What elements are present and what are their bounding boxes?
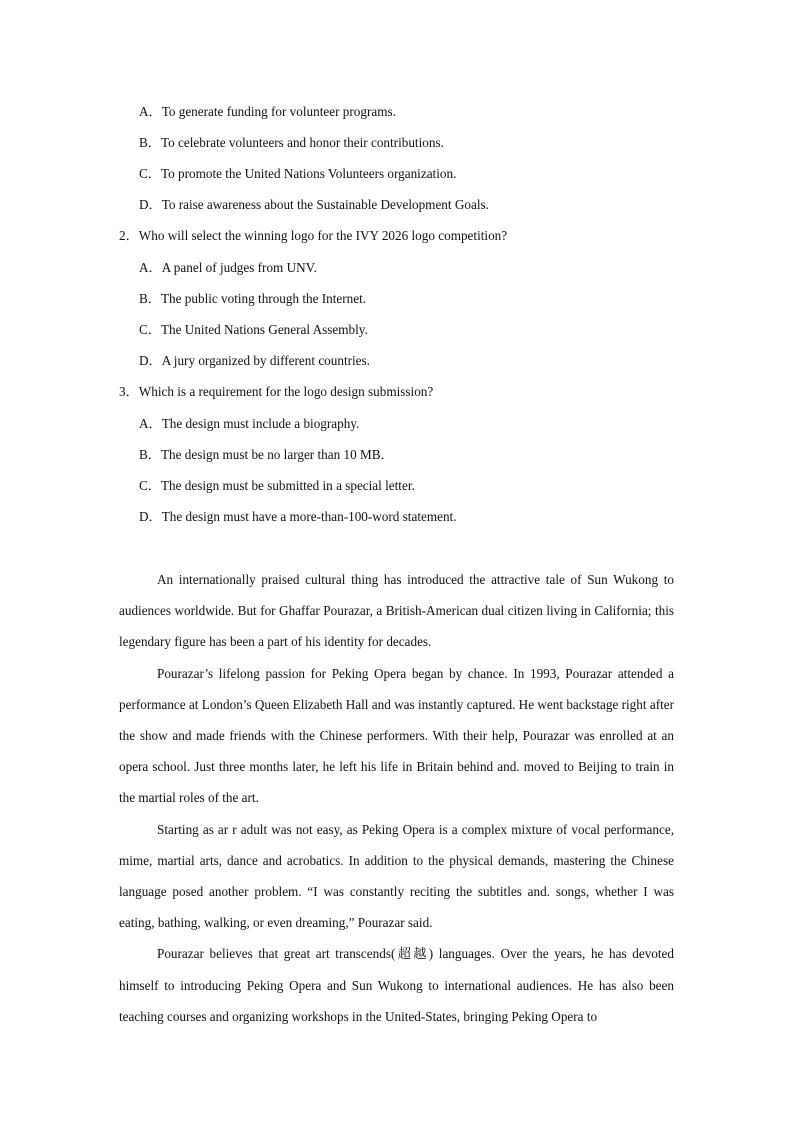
passage-paragraph-2: Pourazar’s lifelong passion for Peking Opera began by chance. In 1993, Pourazar attended a performance at London’s Queen Elizabeth Hall and was instantly captured. He went backstage right after the show and made friends with the Chinese performers. With their help, Pourazar was enrolled at an opera school. Just three months later, he left his life in Britain behind and. moved to Beijing to train in the martial roles of the art.: [119, 665, 674, 806]
passage-paragraph-4: Pourazar believes that great art transcends(超越) languages. Over the years, he has devoted himself to introducing Peking Opera and Sun Wukong to international audiences. He has also been teaching courses and organizing workshops in the United-States, bringing Peking Opera to: [119, 946, 674, 1024]
q2-option-c: C．The United Nations General Assembly.: [139, 322, 368, 337]
q2-option-b: B．The public voting through the Internet.: [139, 291, 367, 306]
reading-passage: [119, 564, 674, 1032]
passage-paragraph-3: Starting as ar r adult was not easy, as Peking Opera is a complex mixture of vocal performance, mime, martial arts, dance and acrobatics. In addition to the physical demands, mastering the Chinese language posed another problem. “I was constantly reciting the subtitles and. songs, whether I was eating, bathing, walking, or even dreaming,” Pourazar said.: [119, 821, 674, 931]
q1-option-a: A．To generate funding for volunteer programs.: [139, 104, 396, 119]
q2-option-a: A．A panel of judges from UNV.: [139, 260, 317, 275]
q3-option-d: D．The design must have a more-than-100-word statement.: [139, 509, 457, 524]
question-2: 2．Who will select the winning logo for the IVY 2026 logo competition?: [119, 228, 508, 243]
q3-option-b: B．The design must be no larger than 10 MB．: [139, 447, 394, 462]
q2-option-d: D．A jury organized by different countries.: [139, 353, 370, 368]
q1-option-b: B．To celebrate volunteers and honor their contributions.: [139, 135, 444, 150]
q1-option-d: D．To raise awareness about the Sustainable Development Goals.: [139, 197, 489, 212]
q3-option-a: A．The design must include a biography.: [139, 416, 360, 431]
q1-option-c: C．To promote the United Nations Volunteers organization.: [139, 166, 457, 181]
question-3: 3．Which is a requirement for the logo design submission?: [119, 384, 434, 399]
passage-paragraph-1: An internationally praised cultural thing has introduced the attractive tale of Sun Wukong to audiences worldwide. But for Ghaffar Pourazar, a British-American dual citizen living in California; this legendary figure has been a part of his identity for decades.: [119, 572, 674, 650]
q3-option-c: C．The design must be submitted in a special letter.: [139, 478, 415, 493]
